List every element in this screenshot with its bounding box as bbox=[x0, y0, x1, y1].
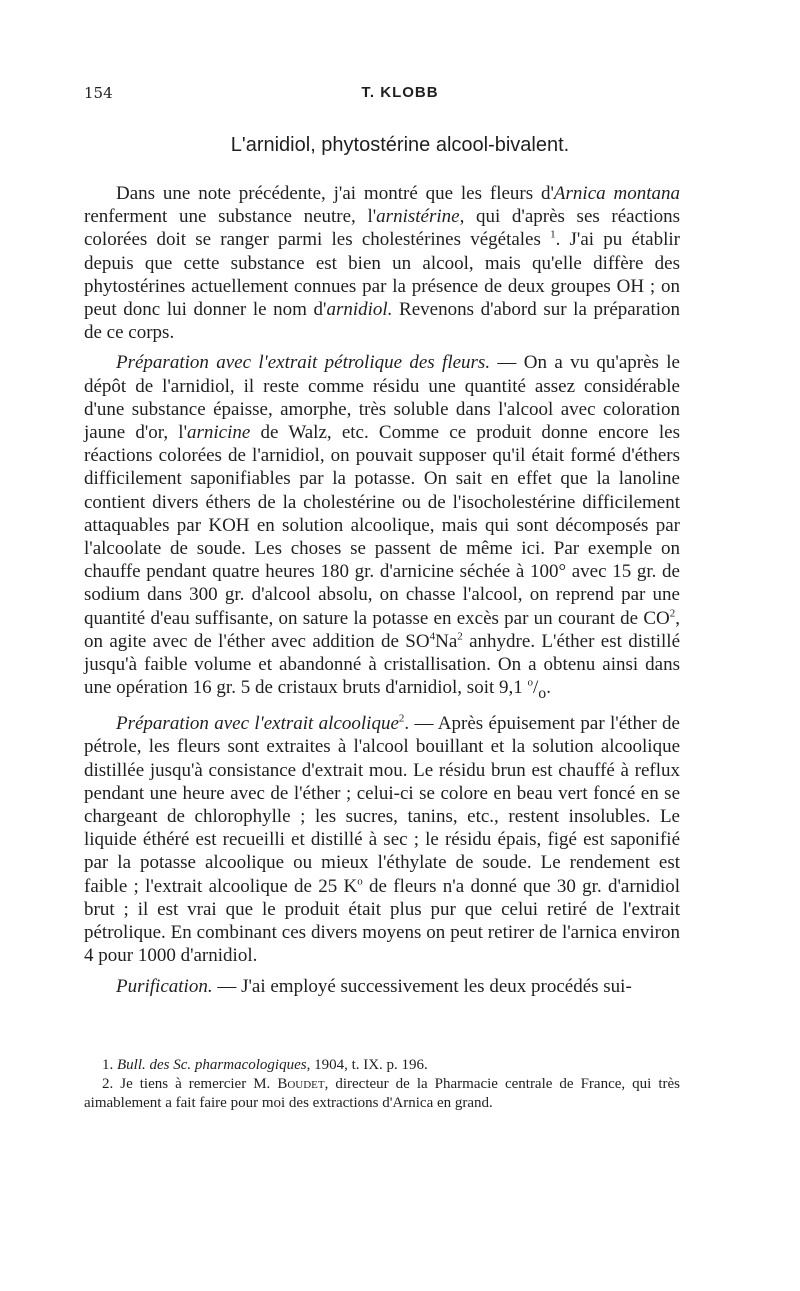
paragraph-petrolic bbox=[84, 351, 680, 705]
text-run: Na bbox=[435, 630, 458, 652]
footnotes bbox=[84, 1056, 680, 1113]
text-run: Je tiens à remercier M. bbox=[113, 1076, 278, 1092]
text-run: , directeur de la Pharmacie centrale de France, qui très aimablement a fait faire pour moi des extractions d'Arnica en grand. bbox=[84, 1076, 680, 1111]
section-heading: Préparation avec l'extrait pétrolique des fleurs. bbox=[116, 352, 491, 374]
running-header bbox=[84, 84, 716, 106]
text-run: Revenons d'abord sur la préparation de ce corps. bbox=[84, 299, 680, 344]
text-run: de fleurs n'a donné que 30 gr. d'arnidiol brut ; il est vrai que le produit était plus pur que celui retiré de l'extrait pétrolique. En combinant ces divers moyens on peut retirer de l'arnica environ 4 pour 1000 d'arnidiol. bbox=[84, 875, 680, 967]
text-run: de Walz, etc. Comme ce produit donne encore les réactions colorées de l'arnidiol, on pouvait supposer qu'il était formé d'éthers difficilement saponifiables par la potasse. On sait en effet que la lanoline contient divers éthers de la cholestérine ou de l'isocholestérine difficilement attaquables par KOH en solution alcoolique, mais qui sont décomposés par l'alcoolate de soude. Les choses se passent de même ici. Par exemple on chauffe pendant quatre heures 180 gr. d'arnicine séchée à 100° avec 15 gr. de sodium dans 300 gr. d'alcool absolu, on chasse l'alcool, on reprend par une quantité d'eau suffisante, on sature la potasse en excès par un courant de CO bbox=[84, 422, 681, 629]
section-heading: Purification. bbox=[116, 975, 213, 997]
footnote-1 bbox=[84, 1056, 680, 1075]
citation-title: Bull. des Sc. pharmacologiques bbox=[117, 1057, 307, 1073]
superscript: o bbox=[357, 875, 363, 888]
footnote-number: 2. bbox=[102, 1076, 114, 1092]
superscript: 2 bbox=[457, 630, 463, 643]
person-name: Boudet bbox=[277, 1076, 325, 1092]
text-run: renferment une substance neutre, l' bbox=[84, 206, 377, 228]
text-italic: arnidiol. bbox=[326, 299, 393, 321]
paragraph-purification bbox=[84, 975, 680, 998]
superscript: 4 bbox=[429, 630, 436, 643]
running-author: T. KLOBB bbox=[361, 84, 439, 101]
text-run: , on agite avec de l'éther avec addition de SO bbox=[84, 607, 680, 652]
paragraph-alcoholic bbox=[84, 712, 680, 967]
text-run: anhydre. L'éther est distillé jusqu'à faible volume et abandonné à cristallisation. On a obtenu ainsi dans une opération 16 gr. 5 de cristaux bruts d'arnidiol, soit 9,1 bbox=[84, 630, 681, 699]
text-run: Dans une note précédente, j'ai montré que les fleurs d' bbox=[116, 183, 554, 204]
superscript: o bbox=[527, 676, 534, 689]
footnote-2 bbox=[84, 1075, 680, 1113]
text-italic: arnistérine bbox=[376, 206, 460, 228]
section-heading: Préparation avec l'extrait alcoolique bbox=[116, 713, 399, 735]
page-number: 154 bbox=[84, 84, 113, 102]
text-run: — On a vu qu'après le dépôt de l'arnidiol, il reste comme résidu une quantité assez considérable d'une substance épaisse, amorphe, très soluble dans l'alcool avec coloration jaune d'or, l' bbox=[84, 352, 680, 444]
footnote-ref: 1 bbox=[550, 229, 556, 242]
footnote-ref: 2 bbox=[398, 712, 405, 725]
text-italic: Arnica montana bbox=[553, 183, 680, 204]
text-italic: arnicine bbox=[187, 422, 251, 444]
article-title: L'arnidiol, phytostérine alcool-bivalent. bbox=[230, 134, 570, 156]
text-run: — J'ai employé successivement les deux procédés sui- bbox=[212, 975, 632, 997]
superscript: 2 bbox=[669, 607, 676, 620]
citation-details: , 1904, t. IX. p. 196. bbox=[306, 1057, 428, 1073]
paragraph-intro bbox=[84, 182, 680, 344]
text-run: . — Après épuisement par l'éther de pétrole, les fleurs sont extraites à l'alcool bouillant et la solution alcoolique distillée jusqu'à consistance d'extrait mou. Le résidu brun est chauffé à reflux pendant une heure avec de l'éther ; celui-ci se colore en beau vert foncé en se chargeant de chlorophylle ; les sucres, tanins, etc., restent insolubles. Le liquide éthéré est recueilli et distillé à sec ; le résidu épais, figé est saponifié par la potasse alcoolique ou mieux l'éthylate de soude. Le rendement est faible ; l'extrait alcoolique de 25 K bbox=[84, 713, 680, 897]
text-run: . J'ai pu établir depuis que cette substance est bien un alcool, mais qu'elle diffère des phytostérines actuellement connues par la présence de deux groupes OH ; on peut donc lui donner le nom d' bbox=[84, 229, 680, 321]
subscript: o bbox=[538, 685, 547, 703]
text-run: , qui d'après ses réactions colorées doit se ranger parmi les cholestérines végétales bbox=[84, 206, 681, 251]
text-run: / bbox=[533, 677, 539, 699]
footnote-number: 1. bbox=[102, 1057, 114, 1073]
text-run: . bbox=[546, 677, 551, 699]
article-body bbox=[84, 182, 680, 1005]
